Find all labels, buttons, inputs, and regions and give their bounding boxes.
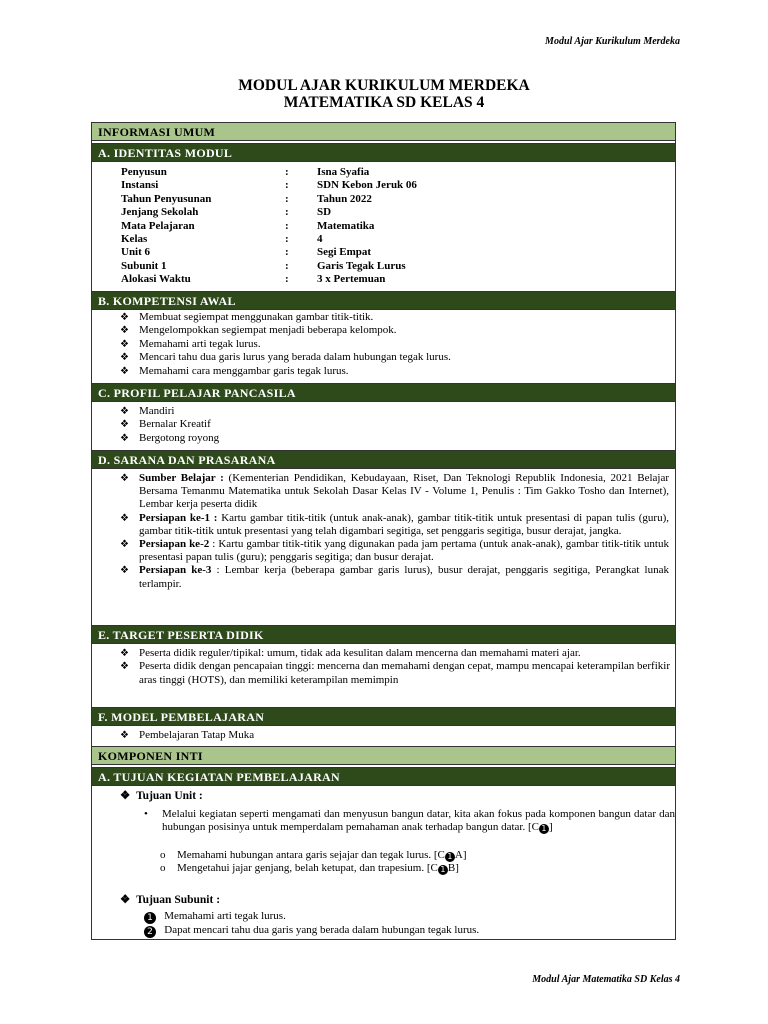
tujuan-unit-heading: ❖ Tujuan Unit : (120, 790, 203, 802)
tujuan-unit-subitems (160, 849, 660, 876)
diamond-bullet-icon: ❖ (120, 432, 129, 444)
section-model-pembelajaran: F. MODEL PEMBELAJARAN (91, 707, 676, 726)
diamond-bullet-icon: ❖ (120, 539, 129, 551)
kompetensi-list (117, 311, 667, 378)
list-item: ❖ Mandiri (120, 405, 175, 417)
diamond-bullet-icon: ❖ (120, 790, 131, 802)
target-list (117, 647, 670, 687)
section-kompetensi-awal: B. KOMPETENSI AWAL (91, 291, 676, 310)
diamond-bullet-icon: ❖ (120, 365, 129, 377)
diamond-bullet-icon: ❖ (120, 338, 129, 350)
tujuan-unit-text: • Melalui kegiatan seperti mengamati dan menyusun bangun datar, kita akan fokus pada komponen bangun datar dan hubungan posisinya untuk memperdalam pemahaman anak terhadap bangun datar. [C 1 ] (144, 808, 675, 834)
diamond-bullet-icon: ❖ (120, 352, 129, 364)
identitas-row: Alokasi Waktu : 3 x Pertemuan (121, 273, 386, 286)
list-item: ❖ Mengelompokkan segiempat menjadi beberapa kelompok. (120, 324, 397, 337)
document-title (0, 77, 768, 111)
identitas-row: Mata Pelajaran : Matematika (121, 219, 375, 232)
list-item: ❖ Memahami cara menggambar garis tegak lurus. (120, 364, 349, 377)
tujuan-subunit-heading: ❖ Tujuan Subunit : (120, 894, 221, 906)
circled-two-icon: 2 (144, 926, 156, 938)
diamond-bullet-icon: ❖ (120, 419, 129, 431)
list-item: ❖ Pembelajaran Tatap Muka (120, 729, 255, 741)
title-line-2: MATEMATIKA SD KELAS 4 (283, 94, 485, 111)
sub-list-item: o Mengetahui jajar genjang, belah ketupat, dan trapesium. [C 1 B] (160, 862, 459, 875)
identitas-list (121, 166, 417, 287)
list-item: ❖ Mencari tahu dua garis lurus yang berada dalam hubungan tegak lurus. (120, 351, 451, 364)
diamond-bullet-icon: ❖ (120, 648, 129, 659)
list-item: 1 Memahami arti tegak lurus. (144, 910, 664, 924)
section-identitas-modul: A. IDENTITAS MODUL (91, 143, 676, 162)
identitas-row: Kelas : 4 (121, 232, 323, 245)
list-item: ❖ Membuat segiempat menggunakan gambar titik-titik. (120, 311, 374, 323)
diamond-bullet-icon: ❖ (120, 661, 129, 673)
identitas-row: Tahun Penyusunan : Tahun 2022 (121, 192, 372, 205)
list-item: ❖ Sumber Belajar : (Kementerian Pendidikan, Kebudayaan, Riset, Dan Teknologi Republik Indonesia, 2021 Belajar Bersama Temanmu Matematika untuk Sekolah Dasar Kelas IV - Volume 1, Penulis : Tim Gakko Tosho dan Internet), Lembar kerja peserta didik (120, 472, 669, 511)
identitas-row: Jenjang Sekolah : SD (121, 206, 332, 219)
diamond-bullet-icon: ❖ (120, 730, 129, 741)
list-item: ❖ Memahami arti tegak lurus. (120, 337, 261, 350)
section-tujuan-kegiatan: A. TUJUAN KEGIATAN PEMBELAJARAN (91, 767, 676, 786)
section-informasi-umum: INFORMASI UMUM (91, 122, 676, 141)
title-line-1: MODUL AJAR KURIKULUM MERDEKA (238, 77, 530, 94)
identitas-row: Unit 6 : Segi Empat (121, 246, 372, 259)
section-profil-pelajar: C. PROFIL PELAJAR PANCASILA (91, 383, 676, 402)
running-header: Modul Ajar Kurikulum Merdeka (545, 36, 680, 47)
model-list (117, 729, 667, 742)
diamond-bullet-icon: ❖ (120, 312, 129, 323)
list-item: ❖ Persiapan ke-2 : Kartu gambar titik-titik yang digunakan pada jam pertama (untuk anak-anak), gambar titik-titik untuk presentasi papan tulis (guru); penggaris segitiga; dan busur derajat. (120, 538, 669, 564)
bullet-dot-icon: • (144, 808, 148, 820)
profil-list (117, 405, 667, 445)
tujuan-subunit-list (144, 910, 664, 938)
list-item: ❖ Peserta didik dengan pencapaian tinggi: mencerna dan memahami dengan cepat, mampu mencapai keterampilan berfikir aras tinggi (HOTS), dan memiliki keterampilan memimpin (120, 660, 670, 686)
diamond-bullet-icon: ❖ (120, 406, 129, 417)
section-komponen-inti: KOMPONEN INTI (91, 746, 676, 765)
diamond-bullet-icon: ❖ (120, 473, 129, 484)
sub-list-item: o Memahami hubungan antara garis sejajar dan tegak lurus. [C 1 A] (160, 849, 467, 861)
circled-one-icon: 1 (144, 912, 156, 924)
list-item: ❖ Bergotong royong (120, 431, 220, 444)
list-item: ❖ Persiapan ke-3 : Lembar kerja (beberapa gambar garis lurus), busur derajat, penggaris segitiga, Perangkat lunak terlampir. (120, 564, 669, 590)
identitas-row: Subunit 1 : Garis Tegak Lurus (121, 259, 406, 272)
circled-one-icon: 1 (539, 824, 549, 834)
list-item: ❖ Persiapan ke-1 : Kartu gambar titik-titik (untuk anak-anak), gambar titik-titik untuk presentasi di papan tulis (guru), gambar titik-titik untuk presentasi yang telah digambari segitiga, set penggaris segitiga, busur derajat, jangka. (120, 511, 669, 537)
diamond-bullet-icon: ❖ (120, 565, 129, 577)
list-item: ❖ Bernalar Kreatif (120, 418, 211, 431)
circled-one-icon: 1 (445, 852, 455, 862)
section-target-peserta: E. TARGET PESERTA DIDIK (91, 625, 676, 644)
sarana-list (117, 472, 669, 591)
list-item: ❖ Peserta didik reguler/tipikal: umum, tidak ada kesulitan dalam mencerna dan memahami materi ajar. (120, 647, 581, 659)
running-footer: Modul Ajar Matematika SD Kelas 4 (532, 974, 680, 985)
circled-one-icon: 1 (438, 865, 448, 875)
identitas-row: Penyusun : Isna Syafia (121, 166, 370, 178)
diamond-bullet-icon: ❖ (120, 325, 129, 337)
section-sarana-prasarana: D. SARANA DAN PRASARANA (91, 450, 676, 469)
diamond-bullet-icon: ❖ (120, 894, 131, 906)
diamond-bullet-icon: ❖ (120, 512, 129, 524)
identitas-row: Instansi : SDN Kebon Jeruk 06 (121, 179, 417, 192)
list-item: 2 Dapat mencari tahu dua garis yang berada dalam hubungan tegak lurus. (144, 924, 664, 938)
